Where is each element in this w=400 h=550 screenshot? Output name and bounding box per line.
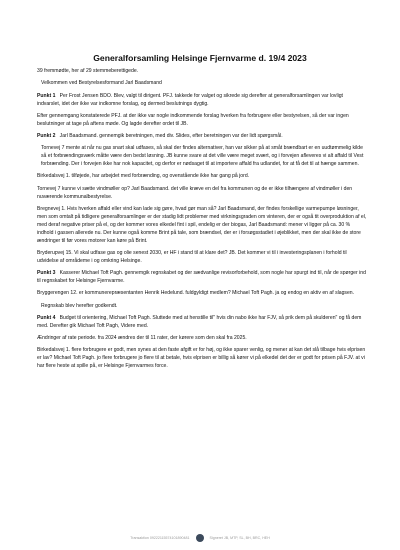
punkt-2-paragraph [37,133,367,141]
tornevej-7-question: Tornevej 7 mente at når nu gas snart skal udfases, så skal der findes alternativer, han var sikker på at småt brændbart er en uudtømmelig kilde så et forbrændingsværk måtte være den bedst løsning. JB kunne svare at det ville være meget svært, og i forvejen afleveres vi alt affald til Vest forbrænding. Der i forvejen ikke har nok kapacitet, og derfor er nødsaget til at importere affald fra udlandet, for at få det til at hænge sammen. [41,145,364,168]
punkt-4-paragraph [37,315,367,331]
rate-period-change: Ændringer af rate periode. fra 2024 ændres der til 11 rater, der kørere som den skal fra 2025. [37,335,247,342]
punkt-1-label: Punkt 1 [37,92,56,99]
page-title: Generalforsamling Helsinge Fjernvarme d. 19/4 2023 [93,53,307,63]
signers-list: Signeret JB, MTP, SL, BH, BRC, HEH [209,536,270,540]
esignature-seal-icon [196,534,204,542]
birkedalsvej-1-fixed-fee: Birkedalsvej 1. flere forbrugere er godt, men synes at den faste afgift er for høj, og ikke sparer venlig, og mener at kan det slå tilbage hvis elprisen er lav? Michael Toft Pagh. jo flere forbrugere jo flere til at betale, hvis elprisen er billig så kører vi på elkedel det der er godt for prisen på FJV. at vi har flere heste at spille på, er Helsinge Fjernvarmes force. [37,347,366,370]
punkt-2-text: Jarl Baadsmand. gennemgik beretningen, med div. Slides, efter beretningen var der lidt spørgsmål. [59,133,283,139]
tornevej-7-windmill-question: Tornevej 7 kunne vi sætte vindmøller op? Jarl Baadsmand. det ville kræve en del fra kommunen og de er ikke tilhængere af vindmøller i den nuværende kommunalbestyrelse. [37,185,353,200]
bregnevej-1-question: Bregnevej 1. Hvis hverken affald eller vind kan lade sig gøre, hvad gør man så? Jarl Baadsmand, der findes forskellige varmepumpe løsninger, men som omtalt på tidligere generalforsamlinger er der stadig lidt problemer med virkningsgraden om vinteren, der er også tit overproduktion af el, med deraf negative priser på el, og der kommer vores elkedel fint i spil, endelig er der biogas, Jarl Baadsmand: mener vi ligger på ca. 30 % indhold i gassen allerede nu. Der kunne også komme Brint på tale, som brændsel, der er i forsøgsstadiet i øjeblikket, men der skal ikke de store ændringer til før vores motorer kan køre på Brint. [37,205,367,244]
punkt-3-label: Punkt 3 [37,270,56,277]
regnskab-approved: Regnskab blev herefter godkendt. [41,302,118,309]
document-body [37,68,367,375]
transaction-id: Transaktion 09222115574101890481 [130,536,190,540]
punkt-1-followup: Efter gennemgang konstaterede PFJ. at der ikke var nogle indkommende forslag hverken fra forbrugere eller bestyrelsen, så der var ingen beslutninger at tage på aftens møde. Og lagde derefter ordet til JB. [37,112,349,127]
punkt-1-paragraph [37,93,367,109]
punkt-1-text: Per Frost Jensen BDO. Blev, valgt til dirigent. PFJ. takkede for valget og sikrede sig derefter at generalforsamlingen var lovligt indvarslet, idet der ikke var indkomne forslag, og dermed beslutnings dygtig. [37,92,343,107]
punkt-3-text: Kasserer Michael Toft Pagh. gennemgik regnskabet og der sædvanlige revisorforbehold, som nogle har spurgt ind til, når de spørger ind til regnskabet for Helsinge Fjernvarme. [37,270,366,284]
punkt-4-label: Punkt 4 [37,314,56,321]
birkedalsvej-1-comment: Birkedalsvej 1. tilføjede, har arbejdet med forbrænding, og ovenstående ikke har gang på jord. [37,173,250,180]
signature-footer [0,533,400,543]
attendance-paragraph: 39 fremmødte, her af 29 stemmeberettigede. [37,68,139,74]
welcome-paragraph: Velkommen ved Bestyrelsesformand Jarl Baadsmand [41,80,162,87]
punkt-2-label: Punkt 2 [37,133,56,139]
punkt-4-text: Budget til orientering, Michael Toft Pagh. Sluttede med at henstille til" hvis din nabo ikke har FJV, så prik dem på skulderen" og få dem med. Derefter gik Michael Toft Pagh, Videre med. [37,314,362,329]
punkt-3-paragraph [37,270,367,286]
bryderupvej-15-question: Bryderupvej 15. Vi skal udfase gas og olie senest 2030, er HF i stand til at klare det? JB. Det kommer vi til i investeringsplanen i forhold til udvidelse af områdeme i og omkring Helsinge. [37,249,347,264]
bryggerengen-12-question: Bryggerengen 12. er kommunerepræsentanten Henrik Hedelund. fuldgyldigt medlem? Michael Toft Pagh. ja og endog en aktiv en af slagsen. [37,290,355,297]
